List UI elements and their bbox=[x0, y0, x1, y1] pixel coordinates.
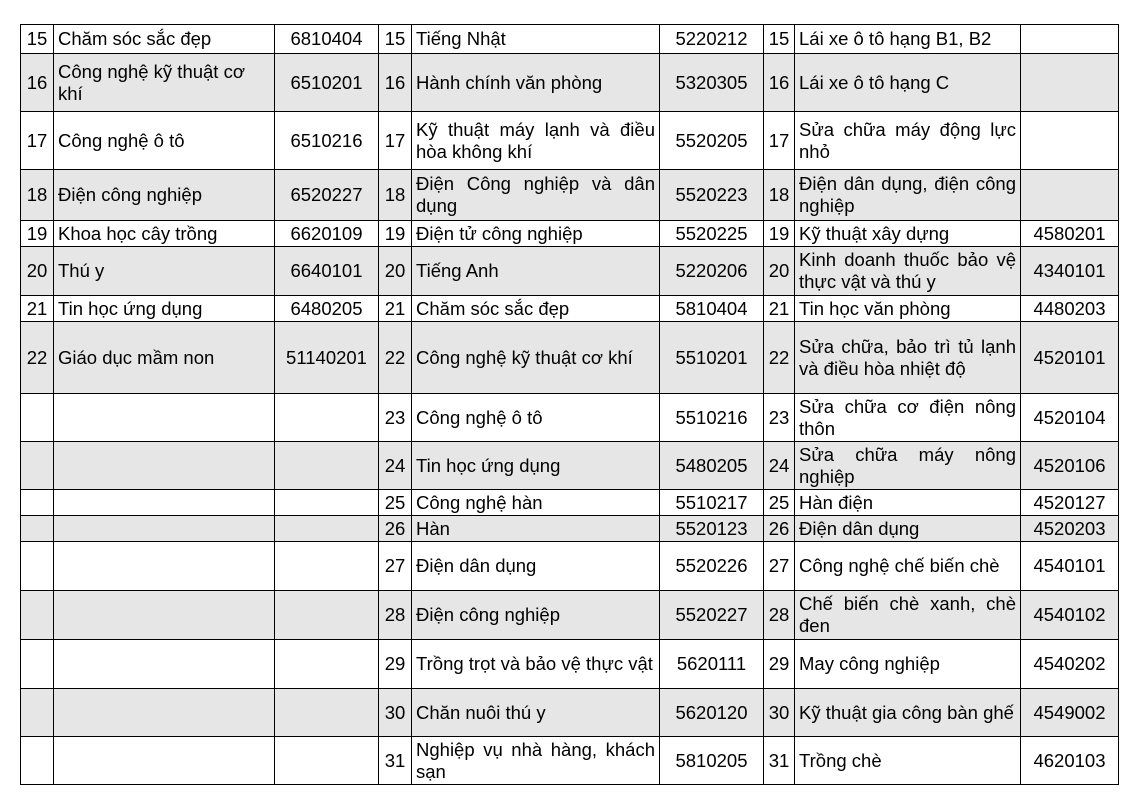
group3-name-cell: Sửa chữa cơ điện nông thôn bbox=[795, 394, 1021, 442]
group3-no-cell: 22 bbox=[764, 322, 795, 394]
group3-no-cell: 19 bbox=[764, 221, 795, 247]
group1-code-cell: 6520227 bbox=[275, 170, 379, 221]
group1-name-cell: Điện công nghiệp bbox=[54, 170, 275, 221]
group2-no-cell: 23 bbox=[379, 394, 412, 442]
group3-no-cell: 29 bbox=[764, 640, 795, 689]
group2-name-cell: Công nghệ kỹ thuật cơ khí bbox=[412, 322, 660, 394]
group1-name-cell: Khoa học cây trồng bbox=[54, 221, 275, 247]
group1-no-cell: 17 bbox=[21, 112, 54, 170]
group2-code-cell: 5510201 bbox=[660, 322, 764, 394]
group1-code-cell: 6640101 bbox=[275, 247, 379, 296]
programs-table bbox=[20, 24, 1119, 785]
group1-name-cell bbox=[54, 394, 275, 442]
group1-no-cell: 20 bbox=[21, 247, 54, 296]
group1-no-cell bbox=[21, 640, 54, 689]
group1-code-cell: 6810404 bbox=[275, 25, 379, 54]
group2-no-cell: 16 bbox=[379, 54, 412, 112]
table-row bbox=[21, 516, 1119, 542]
group2-name-cell: Điện tử công nghiệp bbox=[412, 221, 660, 247]
group3-name-cell: Kỹ thuật xây dựng bbox=[795, 221, 1021, 247]
group3-name-cell: Điện dân dụng, điện công nghiệp bbox=[795, 170, 1021, 221]
group2-name-cell: Hành chính văn phòng bbox=[412, 54, 660, 112]
table-row bbox=[21, 170, 1119, 221]
group1-name-cell: Công nghệ ô tô bbox=[54, 112, 275, 170]
table-row bbox=[21, 442, 1119, 490]
group1-no-cell bbox=[21, 394, 54, 442]
group3-no-cell: 31 bbox=[764, 737, 795, 785]
group1-no-cell: 18 bbox=[21, 170, 54, 221]
group1-name-cell: Công nghệ kỹ thuật cơ khí bbox=[54, 54, 275, 112]
group3-code-cell: 4540102 bbox=[1021, 591, 1119, 640]
group1-name-cell: Giáo dục mầm non bbox=[54, 322, 275, 394]
group2-no-cell: 22 bbox=[379, 322, 412, 394]
table-row bbox=[21, 322, 1119, 394]
group3-name-cell: Kỹ thuật gia công bàn ghế bbox=[795, 689, 1021, 737]
group2-no-cell: 31 bbox=[379, 737, 412, 785]
group1-code-cell bbox=[275, 442, 379, 490]
group3-name-cell: Tin học văn phòng bbox=[795, 296, 1021, 322]
group3-name-cell: Hàn điện bbox=[795, 490, 1021, 516]
group1-no-cell: 22 bbox=[21, 322, 54, 394]
table-row bbox=[21, 737, 1119, 785]
group3-code-cell: 4549002 bbox=[1021, 689, 1119, 737]
group1-code-cell: 6480205 bbox=[275, 296, 379, 322]
group3-no-cell: 28 bbox=[764, 591, 795, 640]
group3-no-cell: 18 bbox=[764, 170, 795, 221]
group1-name-cell bbox=[54, 442, 275, 490]
group2-name-cell: Tin học ứng dụng bbox=[412, 442, 660, 490]
group2-code-cell: 5520225 bbox=[660, 221, 764, 247]
group3-no-cell: 25 bbox=[764, 490, 795, 516]
group2-name-cell: Công nghệ ô tô bbox=[412, 394, 660, 442]
group2-name-cell: Công nghệ hàn bbox=[412, 490, 660, 516]
group3-name-cell: May công nghiệp bbox=[795, 640, 1021, 689]
group1-name-cell bbox=[54, 542, 275, 591]
table-row bbox=[21, 591, 1119, 640]
group2-name-cell: Chăn nuôi thú y bbox=[412, 689, 660, 737]
table-row bbox=[21, 296, 1119, 322]
group1-code-cell bbox=[275, 640, 379, 689]
group1-code-cell: 6510216 bbox=[275, 112, 379, 170]
table-row bbox=[21, 640, 1119, 689]
group2-name-cell: Kỹ thuật máy lạnh và điều hòa không khí bbox=[412, 112, 660, 170]
group3-code-cell: 4620103 bbox=[1021, 737, 1119, 785]
group3-code-cell bbox=[1021, 170, 1119, 221]
group1-no-cell: 21 bbox=[21, 296, 54, 322]
table-row bbox=[21, 112, 1119, 170]
group3-code-cell: 4340101 bbox=[1021, 247, 1119, 296]
group1-code-cell: 6620109 bbox=[275, 221, 379, 247]
group1-name-cell bbox=[54, 689, 275, 737]
group2-code-cell: 5520226 bbox=[660, 542, 764, 591]
group3-no-cell: 30 bbox=[764, 689, 795, 737]
group1-code-cell bbox=[275, 490, 379, 516]
group3-name-cell: Trồng chè bbox=[795, 737, 1021, 785]
group2-code-cell: 5480205 bbox=[660, 442, 764, 490]
group2-code-cell: 5810205 bbox=[660, 737, 764, 785]
group1-code-cell bbox=[275, 737, 379, 785]
group1-code-cell: 6510201 bbox=[275, 54, 379, 112]
group1-no-cell: 16 bbox=[21, 54, 54, 112]
group2-code-cell: 5810404 bbox=[660, 296, 764, 322]
group2-no-cell: 29 bbox=[379, 640, 412, 689]
group1-name-cell: Tin học ứng dụng bbox=[54, 296, 275, 322]
group2-name-cell: Trồng trọt và bảo vệ thực vật bbox=[412, 640, 660, 689]
group2-code-cell: 5520227 bbox=[660, 591, 764, 640]
group1-name-cell bbox=[54, 640, 275, 689]
group3-code-cell: 4540202 bbox=[1021, 640, 1119, 689]
group3-name-cell: Sửa chữa máy động lực nhỏ bbox=[795, 112, 1021, 170]
group2-code-cell: 5510216 bbox=[660, 394, 764, 442]
group3-name-cell: Kinh doanh thuốc bảo vệ thực vật và thú y bbox=[795, 247, 1021, 296]
table-row bbox=[21, 490, 1119, 516]
group3-code-cell bbox=[1021, 112, 1119, 170]
group2-name-cell: Tiếng Anh bbox=[412, 247, 660, 296]
group2-no-cell: 24 bbox=[379, 442, 412, 490]
group3-code-cell: 4480203 bbox=[1021, 296, 1119, 322]
group3-code-cell bbox=[1021, 54, 1119, 112]
group2-no-cell: 18 bbox=[379, 170, 412, 221]
table-row bbox=[21, 221, 1119, 247]
group3-name-cell: Sửa chữa máy nông nghiệp bbox=[795, 442, 1021, 490]
group3-code-cell: 4520104 bbox=[1021, 394, 1119, 442]
group3-no-cell: 24 bbox=[764, 442, 795, 490]
group3-no-cell: 16 bbox=[764, 54, 795, 112]
group2-no-cell: 21 bbox=[379, 296, 412, 322]
group3-no-cell: 15 bbox=[764, 25, 795, 54]
group3-no-cell: 23 bbox=[764, 394, 795, 442]
group2-code-cell: 5320305 bbox=[660, 54, 764, 112]
group3-no-cell: 26 bbox=[764, 516, 795, 542]
group1-no-cell bbox=[21, 689, 54, 737]
group3-name-cell: Công nghệ chế biến chè bbox=[795, 542, 1021, 591]
group2-code-cell: 5520205 bbox=[660, 112, 764, 170]
group1-code-cell bbox=[275, 689, 379, 737]
group2-no-cell: 30 bbox=[379, 689, 412, 737]
group3-no-cell: 20 bbox=[764, 247, 795, 296]
group2-code-cell: 5510217 bbox=[660, 490, 764, 516]
table-row bbox=[21, 689, 1119, 737]
group3-name-cell: Lái xe ô tô hạng B1, B2 bbox=[795, 25, 1021, 54]
group2-no-cell: 20 bbox=[379, 247, 412, 296]
group3-name-cell: Sửa chữa, bảo trì tủ lạnh và điều hòa nhiệt độ bbox=[795, 322, 1021, 394]
group2-name-cell: Tiếng Nhật bbox=[412, 25, 660, 54]
group3-code-cell: 4520101 bbox=[1021, 322, 1119, 394]
group1-no-cell bbox=[21, 591, 54, 640]
group2-no-cell: 26 bbox=[379, 516, 412, 542]
table-row bbox=[21, 54, 1119, 112]
group2-code-cell: 5220206 bbox=[660, 247, 764, 296]
group1-name-cell: Chăm sóc sắc đẹp bbox=[54, 25, 275, 54]
group1-no-cell bbox=[21, 490, 54, 516]
group1-code-cell bbox=[275, 591, 379, 640]
group1-no-cell bbox=[21, 442, 54, 490]
group1-no-cell bbox=[21, 542, 54, 591]
group2-no-cell: 25 bbox=[379, 490, 412, 516]
table-body bbox=[21, 25, 1119, 785]
group1-name-cell bbox=[54, 490, 275, 516]
group2-no-cell: 17 bbox=[379, 112, 412, 170]
table-row bbox=[21, 542, 1119, 591]
group1-name-cell bbox=[54, 591, 275, 640]
group2-code-cell: 5620111 bbox=[660, 640, 764, 689]
group2-no-cell: 27 bbox=[379, 542, 412, 591]
group2-name-cell: Điện dân dụng bbox=[412, 542, 660, 591]
group3-name-cell: Chế biến chè xanh, chè đen bbox=[795, 591, 1021, 640]
table-row bbox=[21, 394, 1119, 442]
group2-name-cell: Nghiệp vụ nhà hàng, khách sạn bbox=[412, 737, 660, 785]
group1-no-cell: 15 bbox=[21, 25, 54, 54]
group2-code-cell: 5520223 bbox=[660, 170, 764, 221]
table-row bbox=[21, 25, 1119, 54]
group3-no-cell: 27 bbox=[764, 542, 795, 591]
group2-code-cell: 5520123 bbox=[660, 516, 764, 542]
group1-name-cell bbox=[54, 737, 275, 785]
table-row bbox=[21, 247, 1119, 296]
group1-code-cell bbox=[275, 394, 379, 442]
group1-name-cell: Thú y bbox=[54, 247, 275, 296]
group2-no-cell: 15 bbox=[379, 25, 412, 54]
group3-code-cell bbox=[1021, 25, 1119, 54]
group1-no-cell: 19 bbox=[21, 221, 54, 247]
group3-code-cell: 4580201 bbox=[1021, 221, 1119, 247]
group2-name-cell: Hàn bbox=[412, 516, 660, 542]
group1-no-cell bbox=[21, 516, 54, 542]
group2-name-cell: Chăm sóc sắc đẹp bbox=[412, 296, 660, 322]
group3-code-cell: 4520203 bbox=[1021, 516, 1119, 542]
group1-no-cell bbox=[21, 737, 54, 785]
group3-no-cell: 21 bbox=[764, 296, 795, 322]
group3-name-cell: Điện dân dụng bbox=[795, 516, 1021, 542]
group2-code-cell: 5620120 bbox=[660, 689, 764, 737]
group2-no-cell: 28 bbox=[379, 591, 412, 640]
group1-code-cell bbox=[275, 516, 379, 542]
group3-no-cell: 17 bbox=[764, 112, 795, 170]
group1-code-cell bbox=[275, 542, 379, 591]
group1-name-cell bbox=[54, 516, 275, 542]
group2-code-cell: 5220212 bbox=[660, 25, 764, 54]
group3-code-cell: 4540101 bbox=[1021, 542, 1119, 591]
group3-code-cell: 4520106 bbox=[1021, 442, 1119, 490]
group3-code-cell: 4520127 bbox=[1021, 490, 1119, 516]
group2-name-cell: Điện Công nghiệp và dân dụng bbox=[412, 170, 660, 221]
group2-name-cell: Điện công nghiệp bbox=[412, 591, 660, 640]
group1-code-cell: 51140201 bbox=[275, 322, 379, 394]
group2-no-cell: 19 bbox=[379, 221, 412, 247]
group3-name-cell: Lái xe ô tô hạng C bbox=[795, 54, 1021, 112]
